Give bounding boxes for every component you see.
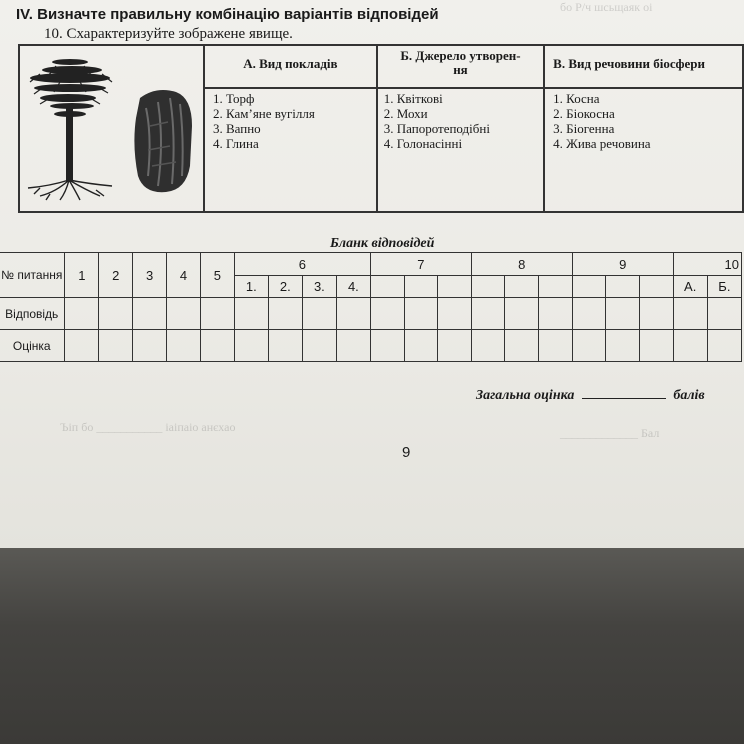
answer-cell[interactable] bbox=[167, 298, 201, 330]
q9-sub-cell bbox=[606, 276, 640, 298]
answer-sheet-table bbox=[0, 252, 742, 362]
q10-sub-b: Б. bbox=[707, 276, 741, 298]
answer-cell[interactable] bbox=[336, 298, 370, 330]
option-c4: 4. Жива речовина bbox=[553, 135, 651, 151]
grade-cell[interactable] bbox=[707, 330, 741, 362]
question-table bbox=[18, 44, 744, 213]
answer-cell[interactable] bbox=[539, 298, 573, 330]
answer-cell[interactable] bbox=[200, 298, 234, 330]
q-number-8: 8 bbox=[471, 253, 572, 276]
grade-cell[interactable] bbox=[167, 330, 201, 362]
q6-sub-1: 1. bbox=[234, 276, 268, 298]
answer-cell[interactable] bbox=[99, 298, 133, 330]
grade-cell[interactable] bbox=[302, 330, 336, 362]
q8-sub-cell bbox=[539, 276, 573, 298]
q-number-10: 10 bbox=[673, 253, 741, 276]
grade-cell[interactable] bbox=[65, 330, 99, 362]
grade-cell[interactable] bbox=[471, 330, 505, 362]
q-number-9: 9 bbox=[572, 253, 673, 276]
grade-cell[interactable] bbox=[133, 330, 167, 362]
q6-sub-3: 3. bbox=[302, 276, 336, 298]
illustration-cell bbox=[19, 45, 204, 212]
total-label: Загальна оцінка bbox=[476, 388, 575, 403]
q-number-1: 1 bbox=[65, 253, 99, 298]
q8-sub-cell bbox=[505, 276, 539, 298]
option-b4: 4. Голонасінні bbox=[383, 135, 463, 151]
answer-cell[interactable] bbox=[404, 298, 438, 330]
option-a3: 3. Вапно bbox=[213, 120, 261, 136]
answer-cell[interactable] bbox=[606, 298, 640, 330]
bleed-through-text: бо Р/ч шсьщаяк оі bbox=[560, 0, 653, 14]
answer-cell[interactable] bbox=[302, 298, 336, 330]
column-head-b: Б. Джерело утворен- ня bbox=[377, 45, 544, 88]
q-number-4: 4 bbox=[167, 253, 201, 298]
grade-cell[interactable] bbox=[438, 330, 472, 362]
desk-surface bbox=[0, 548, 744, 744]
option-b2: 2. Мохи bbox=[383, 105, 428, 121]
answer-cell[interactable] bbox=[640, 298, 674, 330]
q7-sub-cell bbox=[404, 276, 438, 298]
bleed-through-text: _____________ Бал bbox=[560, 426, 660, 440]
grade-cell[interactable] bbox=[200, 330, 234, 362]
q9-sub-cell bbox=[572, 276, 606, 298]
options-c bbox=[544, 88, 743, 212]
option-c2: 2. Біокосна bbox=[553, 105, 615, 121]
grade-cell[interactable] bbox=[606, 330, 640, 362]
answer-cell[interactable] bbox=[707, 298, 741, 330]
grade-cell[interactable] bbox=[234, 330, 268, 362]
grade-cell[interactable] bbox=[370, 330, 404, 362]
q6-sub-4: 4. bbox=[336, 276, 370, 298]
q-number-5: 5 bbox=[200, 253, 234, 298]
row-label-grade: Оцінка bbox=[0, 330, 65, 362]
answer-cell[interactable] bbox=[505, 298, 539, 330]
grade-cell[interactable] bbox=[404, 330, 438, 362]
grade-cell[interactable] bbox=[640, 330, 674, 362]
answer-cell[interactable] bbox=[438, 298, 472, 330]
answer-cell[interactable] bbox=[268, 298, 302, 330]
q-number-3: 3 bbox=[133, 253, 167, 298]
option-b1: 1. Квіткові bbox=[383, 90, 443, 106]
q-number-6: 6 bbox=[234, 253, 370, 276]
grade-cell[interactable] bbox=[539, 330, 573, 362]
section-title: IV. Визначте правильну комбінацію варіантів відповідей bbox=[16, 6, 439, 23]
answer-cell[interactable] bbox=[572, 298, 606, 330]
q10-sub-a: А. bbox=[673, 276, 707, 298]
page-number: 9 bbox=[402, 444, 411, 461]
total-blank-line[interactable] bbox=[582, 398, 666, 399]
grade-cell[interactable] bbox=[572, 330, 606, 362]
q6-sub-2: 2. bbox=[268, 276, 302, 298]
row-label-number: № питання bbox=[0, 253, 65, 298]
option-c3: 3. Біогенна bbox=[553, 120, 615, 136]
option-b3: 3. Папоротеподібні bbox=[383, 120, 490, 136]
row-label-answer: Відповідь bbox=[0, 298, 65, 330]
option-a4: 4. Глина bbox=[213, 135, 259, 151]
grade-cell[interactable] bbox=[99, 330, 133, 362]
answer-cell[interactable] bbox=[234, 298, 268, 330]
grade-cell[interactable] bbox=[336, 330, 370, 362]
answer-cell[interactable] bbox=[471, 298, 505, 330]
option-a1: 1. Торф bbox=[213, 90, 255, 106]
answer-cell[interactable] bbox=[370, 298, 404, 330]
options-a bbox=[204, 88, 377, 212]
q-number-7: 7 bbox=[370, 253, 471, 276]
total-unit: балів bbox=[673, 388, 705, 403]
options-b bbox=[377, 88, 544, 212]
tree-illustration bbox=[20, 46, 203, 206]
grade-cell[interactable] bbox=[673, 330, 707, 362]
grade-cell[interactable] bbox=[505, 330, 539, 362]
column-head-c: В. Вид речовини біосфери bbox=[544, 45, 743, 88]
answer-cell[interactable] bbox=[673, 298, 707, 330]
question-text: 10. Схарактеризуйте зображене явище. bbox=[44, 26, 293, 42]
q7-sub-cell bbox=[438, 276, 472, 298]
q9-sub-cell bbox=[640, 276, 674, 298]
option-a2: 2. Кам’яне вугілля bbox=[213, 105, 315, 121]
q8-sub-cell bbox=[471, 276, 505, 298]
coal-fragment-illustration bbox=[134, 90, 192, 192]
column-head-a: А. Вид покладів bbox=[204, 45, 377, 88]
answer-sheet-title: Бланк відповідей bbox=[330, 236, 435, 251]
option-c1: 1. Косна bbox=[553, 90, 600, 106]
grade-cell[interactable] bbox=[268, 330, 302, 362]
bleed-through-text: Ъіп бо ___________ іаіпаіо анєхао bbox=[60, 420, 236, 434]
total-score bbox=[476, 388, 705, 404]
q-number-2: 2 bbox=[99, 253, 133, 298]
answer-cell[interactable] bbox=[133, 298, 167, 330]
answer-cell[interactable] bbox=[65, 298, 99, 330]
q7-sub-cell bbox=[370, 276, 404, 298]
